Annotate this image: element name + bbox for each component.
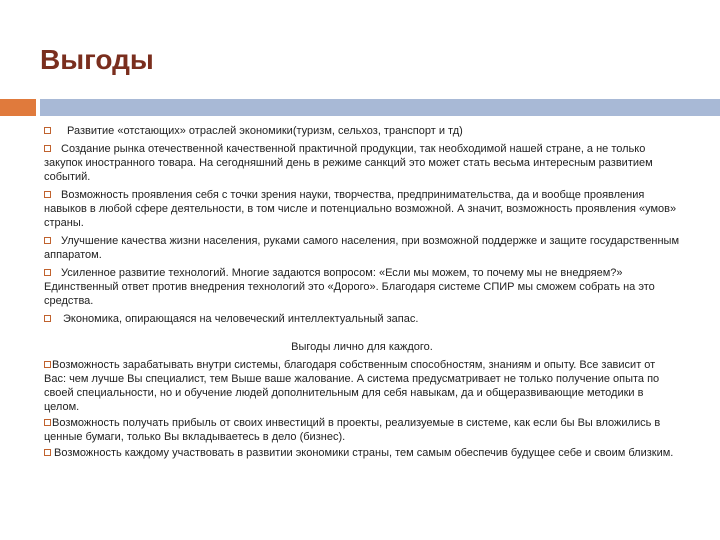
square-bullet-icon bbox=[44, 269, 51, 276]
benefit-item: Усиленное развитие технологий. Многие задаются вопросом: «Если мы можем, то почему мы не внедряем?» Единственный ответ против внедрения технологий это «Дорого». Благодаря системе СПИР мы сможем собрать на это средства. bbox=[44, 267, 655, 307]
benefit-item: Улучшение качества жизни населения, руками самого населения, при возможной поддержке и защите государственным аппаратом. bbox=[44, 235, 680, 261]
personal-benefits-heading: Выгоды лично для каждого. bbox=[291, 341, 433, 353]
personal-item: Возможность зарабатывать внутри системы, благодаря собственным способностям, знаниям и опыту. Все зависит от Вас: чем лучше Вы специалист, тем Выше ваше жалование. А система предусматривает не только получение опыта по своей специальности, но и обучение людей дополнительным для себя навыкам, да и общеразвивающие методики в целом. bbox=[44, 359, 660, 413]
personal-benefits bbox=[44, 358, 680, 460]
square-bullet-icon bbox=[44, 237, 51, 244]
square-bullet-icon bbox=[44, 361, 51, 368]
slide-title: Выгоды bbox=[40, 44, 154, 75]
square-bullet-icon bbox=[44, 419, 51, 426]
benefit-item: Экономика, опирающаяся на человеческий интеллектуальный запас. bbox=[44, 312, 680, 326]
personal-item: Возможность каждому участвовать в развитии экономики страны, тем самым обеспечив будущее себе и своим близким. bbox=[44, 446, 680, 460]
benefit-item: Развитие «отстающих» отраслей экономики(туризм, сельхоз, транспорт и тд) bbox=[44, 124, 680, 138]
square-bullet-icon bbox=[44, 449, 51, 456]
accent-bar-orange bbox=[0, 99, 36, 116]
square-bullet-icon bbox=[44, 191, 51, 198]
square-bullet-icon bbox=[44, 315, 51, 322]
square-bullet-icon bbox=[44, 145, 51, 152]
personal-item: Возможность получать прибыль от своих инвестиций в проекты, реализуемые в системе, как если бы Вы вложились в ценные бумаги, только Вы вкладываетесь в дело (бизнес). bbox=[44, 417, 661, 443]
slide-content bbox=[44, 124, 680, 462]
benefit-item: Создание рынка отечественной качественной практичной продукции, так необходимой нашей стране, а не только закупок иностранного товара. На сегодняшний день в режиме санкций это может стать весьма интересным развитием событий. bbox=[44, 143, 653, 183]
benefit-item: Возможность проявления себя с точки зрения науки, творчества, предпринимательства, да и вообще проявления навыков в любой сфере деятельности, в том числе и потенциально возможной. А значит, возможность проявления «умов» страны. bbox=[44, 189, 677, 229]
accent-bar-blue bbox=[40, 99, 720, 116]
square-bullet-icon bbox=[44, 127, 51, 134]
